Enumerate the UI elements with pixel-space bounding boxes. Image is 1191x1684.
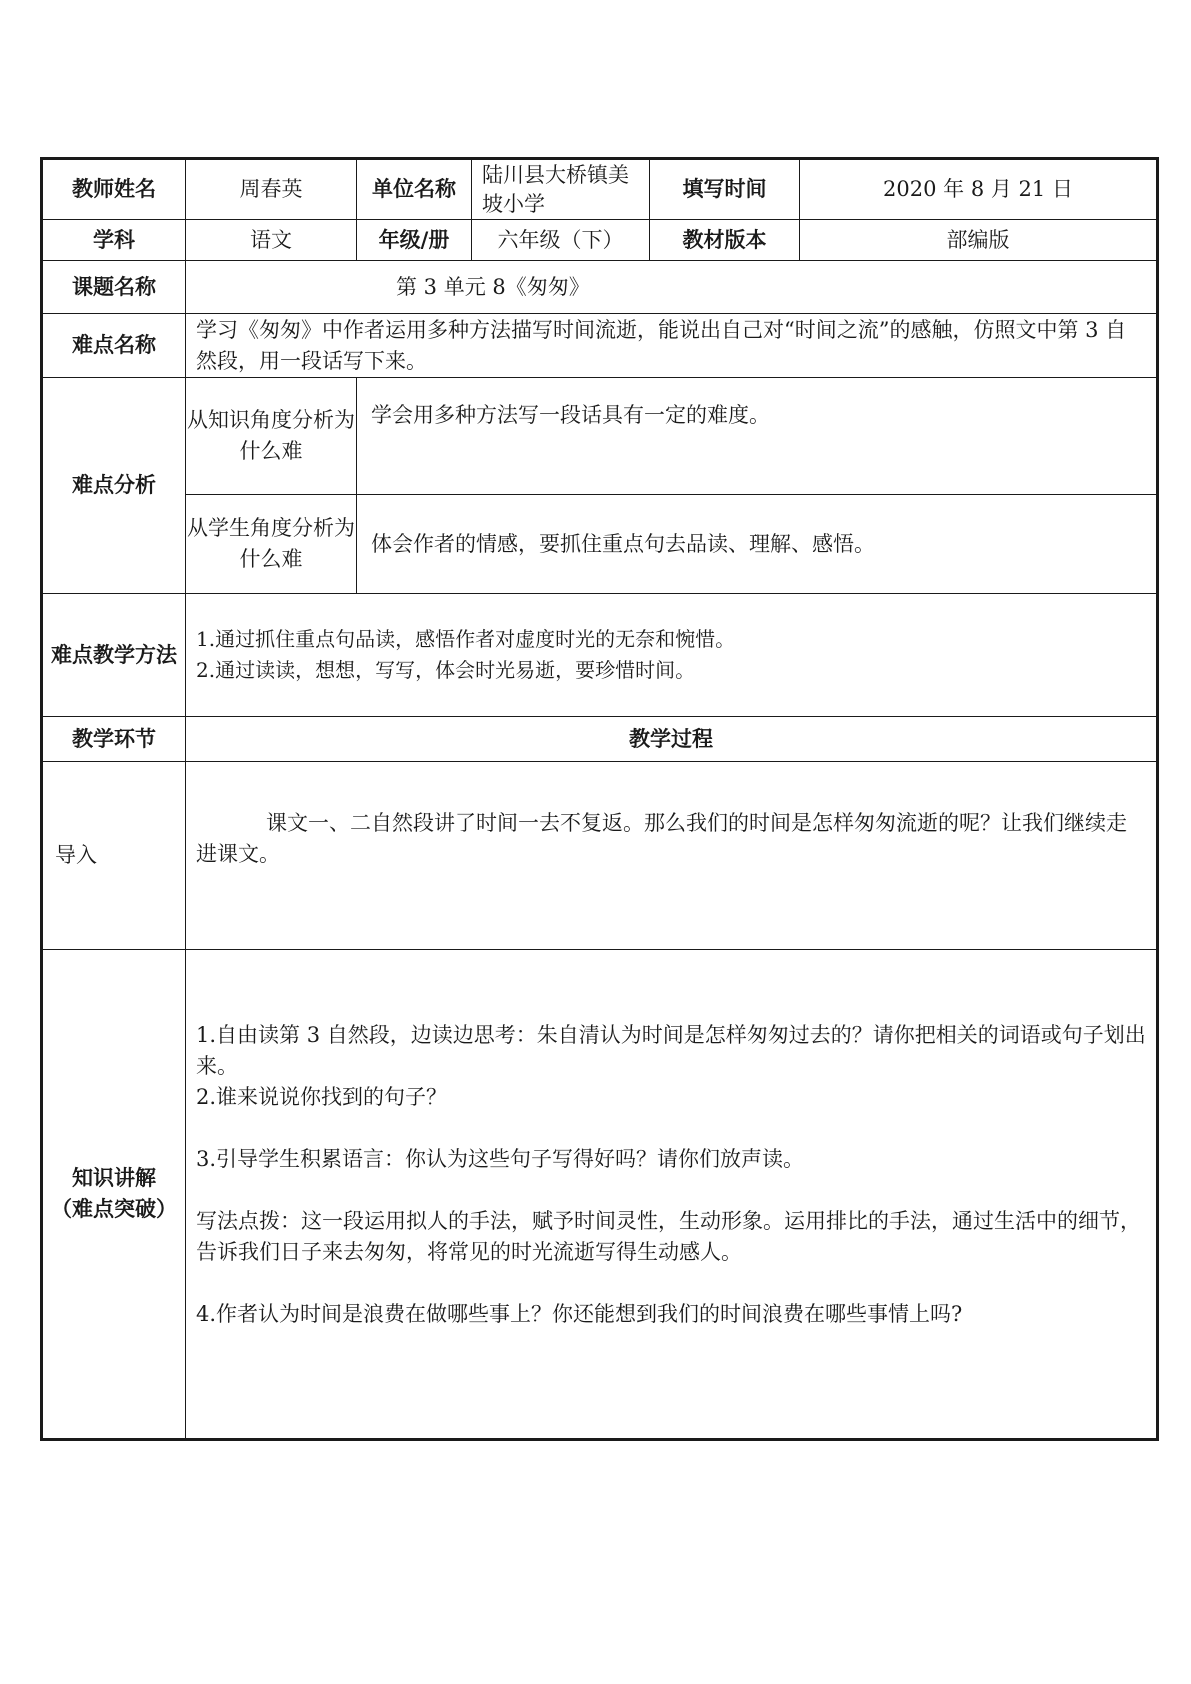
intro-label: 导入 [42,762,186,950]
method-item-1: 1.通过抓住重点句品读，感悟作者对虚度时光的无奈和惋惜。 [196,627,736,651]
difficulty-label: 难点名称 [42,314,186,378]
subject: 语文 [186,220,357,261]
header-row-1 [42,159,1158,220]
analysis-knowledge-text: 学会用多种方法写一段话具有一定的难度。 [357,378,1158,495]
grade-label: 年级/册 [357,220,472,261]
intro-text-cell [186,762,1158,950]
analysis-student-label: 从学生角度分析为什么难 [186,495,357,594]
lesson-plan-table [40,157,1159,1441]
edition-label: 教材版本 [650,220,800,261]
teacher-name-label: 教师姓名 [42,159,186,220]
analysis-student-text: 体会作者的情感，要抓住重点句去品读、理解、感悟。 [357,495,1158,594]
teacher-name: 周春英 [186,159,357,220]
difficulty-value: 学习《匆匆》中作者运用多种方法描写时间流逝，能说出自己对“时间之流”的感触，仿照文中第 3 自然段，用一段话写下来。 [186,314,1158,378]
analysis-row-knowledge [42,378,1158,495]
intro-row [42,762,1158,950]
knowledge-row [42,950,1158,1440]
knowledge-item-tip: 写法点拨：这一段运用拟人的手法，赋予时间灵性，生动形象。运用排比的手法，通过生活中的细节，告诉我们日子来去匆匆，将常见的时光流逝写得生动感人。 [196,1209,1141,1264]
knowledge-label [42,950,186,1440]
topic-row [42,261,1158,314]
difficulty-row [42,314,1158,378]
knowledge-item-2: 2.谁来说说你找到的句子？ [196,1085,448,1109]
header-row-2 [42,220,1158,261]
topic-value: 第 3 单元 8《匆匆》 [186,261,1158,314]
knowledge-item-4: 4.作者认为时间是浪费在做哪些事上？你还能想到我们的时间浪费在哪些事情上吗? [196,1302,963,1326]
unit-label: 单位名称 [357,159,472,220]
spacer [196,1268,1146,1299]
spacer [196,1175,1146,1206]
spacer [196,1113,1146,1144]
fill-date: 2020 年 8 月 21 日 [800,159,1158,220]
process-header-row [42,717,1158,762]
intro-text: 课文一、二自然段讲了时间一去不复返。那么我们的时间是怎样匆匆流逝的呢？让我们继续走进课文。 [196,811,1127,866]
subject-label: 学科 [42,220,186,261]
analysis-row-student [42,495,1158,594]
unit-name: 陆川县大桥镇美坡小学 [472,159,650,220]
knowledge-content [186,950,1158,1440]
date-label: 填写时间 [650,159,800,220]
lesson-plan-document [40,157,1156,1441]
method-list [186,594,1158,717]
grade: 六年级（下） [472,220,650,261]
method-item-2: 2.通过读读，想想，写写，体会时光易逝，要珍惜时间。 [196,658,696,682]
method-row [42,594,1158,717]
analysis-label: 难点分析 [42,378,186,594]
knowledge-label-line2: （难点突破） [51,1197,177,1221]
knowledge-label-line1: 知识讲解 [72,1166,156,1190]
edition: 部编版 [800,220,1158,261]
knowledge-item-1: 1.自由读第 3 自然段，边读边思考：朱自清认为时间是怎样匆匆过去的？请你把相关的词语或句子划出来。 [196,1023,1146,1078]
topic-label: 课题名称 [42,261,186,314]
method-label: 难点教学方法 [42,594,186,717]
analysis-knowledge-label: 从知识角度分析为什么难 [186,378,357,495]
stage-label: 教学环节 [42,717,186,762]
process-label: 教学过程 [186,717,1158,762]
knowledge-item-3: 3.引导学生积累语言：你认为这些句子写得好吗？请你们放声读。 [196,1147,805,1171]
